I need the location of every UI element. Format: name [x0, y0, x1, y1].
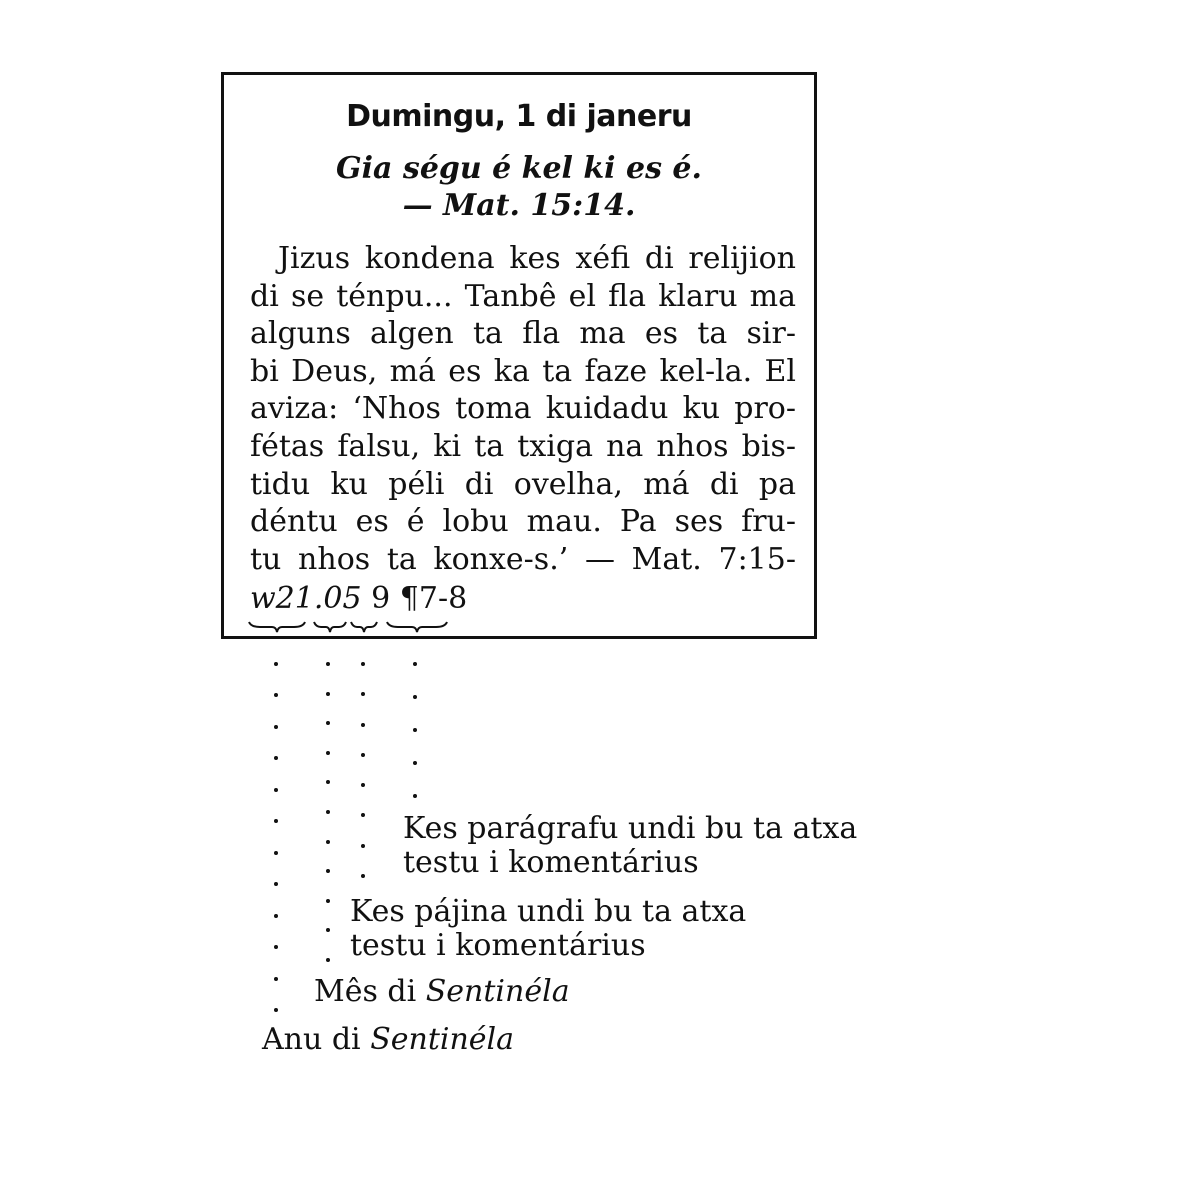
brace-year — [248, 620, 306, 634]
leader-dot — [326, 958, 330, 962]
ref-paragraph: ¶7-8 — [399, 581, 468, 616]
leader-dot — [361, 874, 365, 878]
leader-month — [326, 662, 330, 962]
ref-year: w21 — [250, 581, 314, 616]
body-line: bi Deus, má es ka ta faze kel-la. El — [250, 353, 796, 389]
leader-dot — [361, 692, 365, 696]
leader-dot — [326, 751, 330, 755]
body-line: tidu ku péli di ovelha, má di pa — [250, 466, 796, 502]
brace-page — [350, 620, 378, 634]
leader-dot — [326, 928, 330, 932]
ref-month: .05 — [313, 581, 362, 616]
body-line: di se ténpu... Tanbê el fla klaru ma — [250, 278, 796, 314]
brace-paragraph — [386, 620, 448, 634]
page-label: Kes pájina undi bu ta atxa testu i komentárius — [350, 894, 747, 963]
leader-dot — [326, 840, 330, 844]
leader-dot — [274, 693, 278, 697]
leader-dot — [274, 725, 278, 729]
leader-dot — [413, 662, 417, 666]
body-line: tu nhos ta konxe-s.’ — Mat. 7:15- — [250, 541, 796, 577]
date-heading: Dumingu, 1 di janeru — [346, 99, 692, 134]
body-line: aviza: ‘Nhos toma kuidadu ku pro- — [250, 391, 796, 427]
comment-body — [250, 240, 796, 578]
leader-dot — [361, 783, 365, 787]
theme-text: Gia ségu é kel ki es é. — [336, 151, 702, 186]
leader-page — [361, 662, 365, 878]
leader-dot — [326, 810, 330, 814]
leader-dot — [413, 695, 417, 699]
leader-dot — [361, 753, 365, 757]
leader-dot — [274, 756, 278, 760]
leader-dot — [361, 662, 365, 666]
leader-dot — [274, 851, 278, 855]
paragraph-label: Kes parágrafu undi bu ta atxa testu i komentárius — [403, 811, 858, 880]
month-label: Mês di Sentinéla — [314, 974, 570, 1009]
body-line: fétas falsu, ki ta txiga na nhos bis- — [250, 428, 796, 464]
leader-dot — [326, 869, 330, 873]
leader-dot — [413, 728, 417, 732]
leader-paragraph — [413, 662, 417, 798]
leader-dot — [326, 662, 330, 666]
leader-dot — [413, 794, 417, 798]
leader-dot — [361, 723, 365, 727]
daily-text-card — [221, 72, 817, 639]
leader-dot — [326, 780, 330, 784]
year-label: Anu di Sentinéla — [262, 1022, 515, 1057]
theme-scripture — [224, 150, 814, 224]
leader-dot — [413, 761, 417, 765]
leader-dot — [274, 819, 278, 823]
leader-dot — [274, 1008, 278, 1012]
leader-dot — [361, 813, 365, 817]
publication-reference — [250, 580, 467, 617]
body-line: alguns algen ta fla ma es ta sir- — [250, 316, 796, 352]
leader-dot — [326, 899, 330, 903]
leader-dot — [274, 914, 278, 918]
leader-dot — [274, 945, 278, 949]
body-line: déntu es é lobu mau. Pa ses fru- — [250, 504, 796, 540]
leader-dot — [274, 882, 278, 886]
leader-year — [274, 662, 278, 1012]
leader-dot — [326, 692, 330, 696]
leader-dot — [326, 721, 330, 725]
leader-dot — [274, 977, 278, 981]
leader-dot — [274, 662, 278, 666]
brace-month — [313, 620, 347, 634]
leader-dot — [361, 844, 365, 848]
leader-dot — [274, 788, 278, 792]
ref-page: 9 — [371, 581, 391, 616]
theme-citation: — Mat. 15:14. — [402, 188, 636, 223]
body-line: Jizus kondena kes xéfi di relijion — [278, 241, 796, 276]
